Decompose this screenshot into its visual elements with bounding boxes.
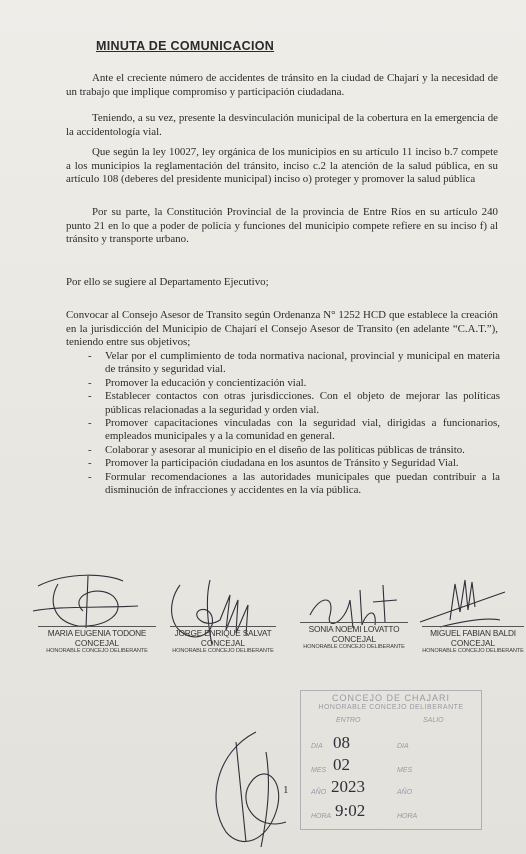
- signatory-role: CONCEJAL: [74, 638, 120, 648]
- stamp-subheader: HONORABLE CONCEJO DELIBERANTE: [318, 704, 464, 711]
- objective-item: - Colaborar y asesorar al municipio en el diseño de las políticas públicas de tránsito.: [88, 444, 500, 457]
- stamp-signature-scribble: [196, 722, 306, 852]
- stamp-header: CONCEJO DE CHAJARI: [331, 693, 450, 703]
- signatory-role: CONCEJAL: [450, 638, 496, 648]
- paragraph-2: Teniendo, a su vez, presente la desvinculación municipal de la cobertura en la emergencia de la accidentología vial.: [66, 112, 498, 138]
- signatory-name: MARIA EUGENIA TODONE: [47, 628, 147, 638]
- signature-line: [170, 626, 276, 627]
- convocation-paragraph: Convocar al Consejo Asesor de Transito según Ordenanza N° 1252 HCD que establece la creación en la jurisdicción del Municipio de Chajarí el Consejo Asesor de Transito (en adelante “C.A.T.”), teniendo entre sus objetivos;: [66, 309, 498, 349]
- objectives-list: [88, 350, 500, 498]
- signature-block-lovatto: [300, 622, 408, 650]
- signature-line: [38, 626, 156, 627]
- signatory-role: CONCEJAL: [331, 634, 377, 644]
- stamp-entry-number: 1: [283, 784, 289, 796]
- stamp-year-label: AÑO: [311, 789, 327, 796]
- objective-item: - Velar por el cumplimiento de toda normativa nacional, provincial y municipal en materia de tránsito y seguridad vial.: [88, 350, 500, 377]
- signatory-organization: HONORABLE CONCEJO DELIBERANTE: [46, 648, 148, 654]
- paragraph-4: Por su parte, la Constitución Provincial de la provincia de Entre Ríos en su artículo 240 punto 21 en lo que a poder de policía y funciones del municipio compete refiere en su inciso f) al tránsito y transporte urbano.: [66, 206, 498, 246]
- stamp-month-value: 02: [333, 755, 350, 774]
- stamp-time-value: 9:02: [335, 801, 366, 820]
- signature-line: [422, 626, 524, 627]
- stamp-time-label: HORA: [311, 813, 332, 820]
- stamp-day-label-exit: DIA: [397, 743, 409, 750]
- paragraph-1: Ante el creciente número de accidentes de tránsito en la ciudad de Chajarí y la necesidad de un trabajo que implique compromiso y participación ciudadana.: [66, 72, 498, 98]
- signature-line: [300, 622, 408, 623]
- signatory-name: MIGUEL FABIAN BALDI: [430, 628, 516, 638]
- reception-stamp: [300, 690, 482, 830]
- objective-item: - Formular recomendaciones a las autoridades municipales que puedan contribuir a la disminución de infracciones y accidentes en la vía pública.: [88, 471, 500, 498]
- signatory-organization: HONORABLE CONCEJO DELIBERANTE: [422, 648, 524, 654]
- stamp-time-label-exit: HORA: [397, 813, 418, 820]
- suggestion-line: Por ello se sugiere al Departamento Ejecutivo;: [66, 276, 269, 288]
- paragraph-3: Que según la ley 10027, ley orgánica de los municipios en su artículo 11 inciso b.7 compete a los municipios la reglamentación del tránsito, inciso c.2 la atención de la salud pública, en su artículo 108 (deberes del presidente municipal) inciso o) proteger y promover la salud pública: [66, 146, 498, 186]
- objective-item: - Promover la educación y concientización vial.: [88, 377, 500, 390]
- stamp-day-label: DIA: [311, 743, 323, 750]
- stamp-month-label: MES: [311, 767, 327, 774]
- objective-item: - Promover capacitaciones vinculadas con la seguridad vial, dirigidas a funcionarios, empleados municipales y a la comunidad en general.: [88, 417, 500, 444]
- stamp-day-value: 08: [333, 733, 350, 752]
- signature-block-salvat: [170, 626, 276, 654]
- signatory-organization: HONORABLE CONCEJO DELIBERANTE: [303, 644, 405, 650]
- signature-block-todone: [38, 626, 156, 654]
- signatory-role: CONCEJAL: [200, 638, 246, 648]
- objective-item: - Promover la participación ciudadana en los asuntos de Tránsito y Seguridad Vial.: [88, 457, 500, 470]
- objective-item: - Establecer contactos con otras jurisdicciones. Con el objeto de mejorar las políticas públicas relacionadas a la seguridad y orden vial.: [88, 390, 500, 417]
- stamp-year-value: 2023: [331, 777, 365, 796]
- signatory-organization: HONORABLE CONCEJO DELIBERANTE: [172, 648, 274, 654]
- signatory-name: JORGE ENRIQUE SALVAT: [174, 628, 272, 638]
- stamp-month-label-exit: MES: [397, 767, 413, 774]
- signature-block-baldi: [422, 626, 524, 654]
- stamp-year-label-exit: AÑO: [397, 789, 413, 796]
- stamp-exit-label: SALIO: [423, 717, 444, 724]
- document-title: MINUTA DE COMUNICACION: [96, 39, 275, 53]
- signature-scribble-baldi: [410, 572, 510, 632]
- stamp-entry-label: ENTRO: [336, 717, 361, 724]
- signatory-name: SONIA NOEMI LOVATTO: [308, 624, 400, 634]
